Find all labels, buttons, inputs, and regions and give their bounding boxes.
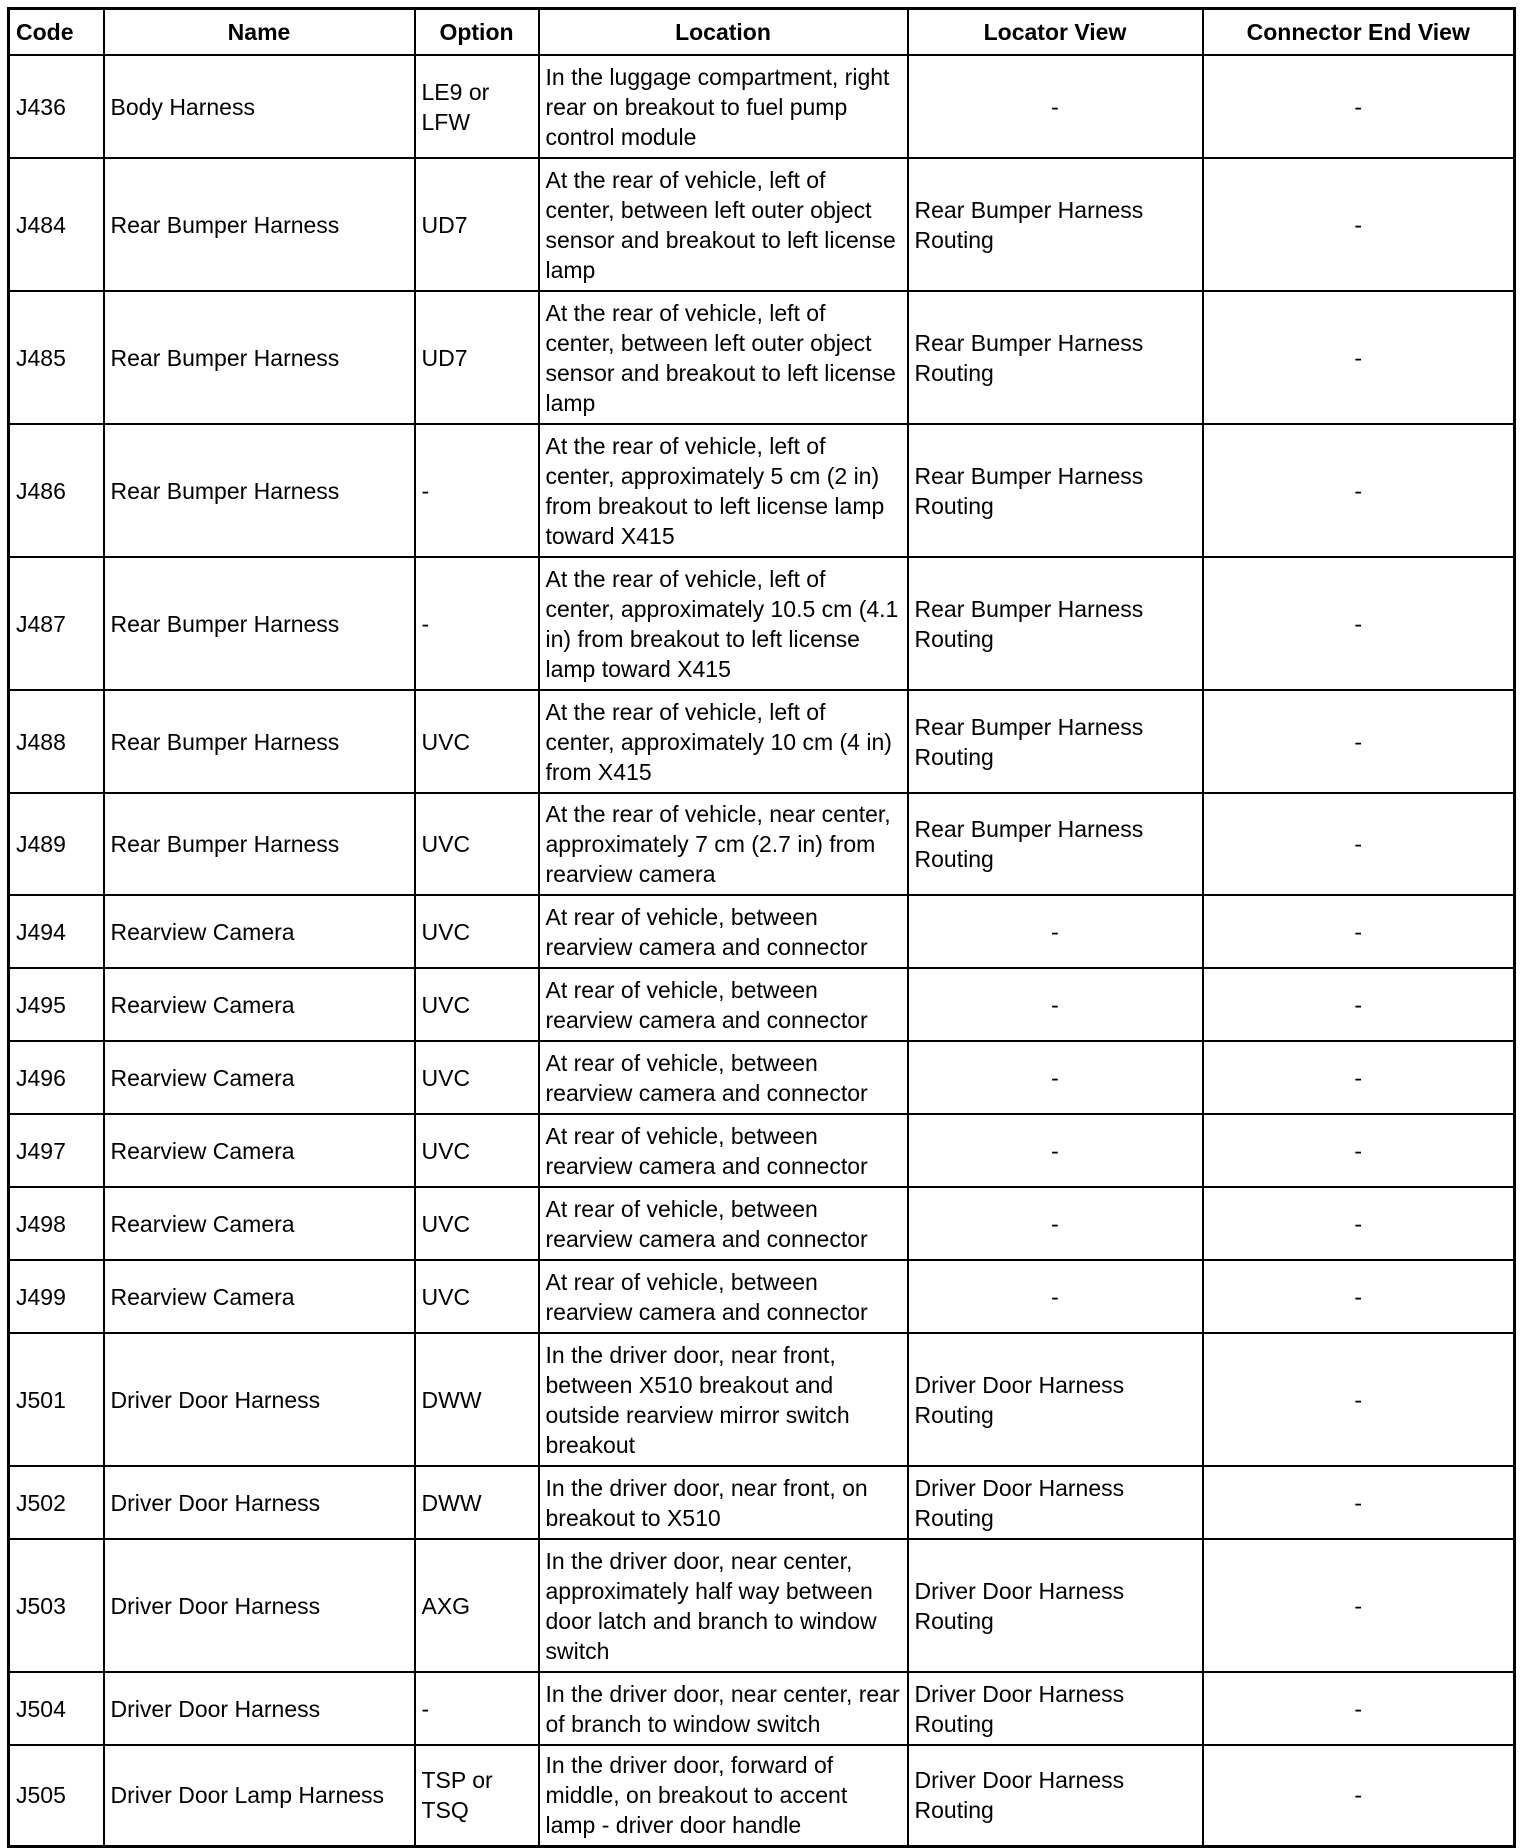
cell-code: J488 xyxy=(9,690,104,793)
cell-locator-view: Rear Bumper Harness Routing xyxy=(908,793,1203,895)
cell-code: J503 xyxy=(9,1539,104,1672)
cell-name: Rearview Camera xyxy=(104,968,415,1041)
cell-connector-end-view: - xyxy=(1203,1260,1515,1333)
cell-connector-end-view: - xyxy=(1203,1114,1515,1187)
table-row xyxy=(9,1114,1515,1187)
cell-location: In the driver door, forward of middle, on breakout to accent lamp - driver door handle xyxy=(539,1745,908,1846)
cell-locator-view: - xyxy=(908,1114,1203,1187)
cell-code: J484 xyxy=(9,158,104,291)
cell-option: UVC xyxy=(415,793,539,895)
cell-option: TSP or TSQ xyxy=(415,1745,539,1846)
cell-connector-end-view: - xyxy=(1203,793,1515,895)
cell-code: J501 xyxy=(9,1333,104,1466)
cell-locator-view: - xyxy=(908,55,1203,158)
header-locator-view: Locator View xyxy=(908,9,1203,56)
cell-name: Rear Bumper Harness xyxy=(104,557,415,690)
cell-code: J504 xyxy=(9,1672,104,1745)
cell-name: Driver Door Harness xyxy=(104,1539,415,1672)
cell-option: UVC xyxy=(415,1041,539,1114)
cell-name: Rearview Camera xyxy=(104,1187,415,1260)
cell-location: At rear of vehicle, between rearview camera and connector xyxy=(539,1041,908,1114)
cell-locator-view: - xyxy=(908,1187,1203,1260)
cell-code: J485 xyxy=(9,291,104,424)
cell-code: J499 xyxy=(9,1260,104,1333)
table-row xyxy=(9,1539,1515,1672)
cell-connector-end-view: - xyxy=(1203,1041,1515,1114)
cell-locator-view: Rear Bumper Harness Routing xyxy=(908,291,1203,424)
cell-code: J502 xyxy=(9,1466,104,1539)
cell-name: Rearview Camera xyxy=(104,895,415,968)
cell-location: At rear of vehicle, between rearview camera and connector xyxy=(539,968,908,1041)
cell-option: UVC xyxy=(415,968,539,1041)
cell-code: J494 xyxy=(9,895,104,968)
table-row xyxy=(9,1466,1515,1539)
cell-locator-view: - xyxy=(908,1041,1203,1114)
cell-name: Driver Door Harness xyxy=(104,1672,415,1745)
cell-connector-end-view: - xyxy=(1203,895,1515,968)
cell-name: Rear Bumper Harness xyxy=(104,690,415,793)
cell-code: J486 xyxy=(9,424,104,557)
cell-option: UD7 xyxy=(415,291,539,424)
cell-location: At the rear of vehicle, left of center, approximately 10 cm (4 in) from X415 xyxy=(539,690,908,793)
cell-locator-view: Driver Door Harness Routing xyxy=(908,1539,1203,1672)
table-row xyxy=(9,690,1515,793)
cell-name: Rearview Camera xyxy=(104,1260,415,1333)
cell-option: LE9 or LFW xyxy=(415,55,539,158)
table-row xyxy=(9,55,1515,158)
cell-name: Driver Door Harness xyxy=(104,1333,415,1466)
table-row xyxy=(9,968,1515,1041)
cell-connector-end-view: - xyxy=(1203,291,1515,424)
cell-connector-end-view: - xyxy=(1203,1672,1515,1745)
cell-code: J489 xyxy=(9,793,104,895)
cell-name: Driver Door Lamp Harness xyxy=(104,1745,415,1846)
cell-connector-end-view: - xyxy=(1203,968,1515,1041)
header-code: Code xyxy=(9,9,104,56)
cell-option: DWW xyxy=(415,1466,539,1539)
cell-locator-view: - xyxy=(908,968,1203,1041)
cell-option: AXG xyxy=(415,1539,539,1672)
table-row xyxy=(9,424,1515,557)
table-row xyxy=(9,1187,1515,1260)
cell-name: Rearview Camera xyxy=(104,1114,415,1187)
cell-connector-end-view: - xyxy=(1203,158,1515,291)
cell-code: J497 xyxy=(9,1114,104,1187)
cell-locator-view: Driver Door Harness Routing xyxy=(908,1745,1203,1846)
cell-name: Body Harness xyxy=(104,55,415,158)
cell-option: UVC xyxy=(415,1114,539,1187)
cell-location: In the driver door, near center, rear of branch to window switch xyxy=(539,1672,908,1745)
cell-connector-end-view: - xyxy=(1203,55,1515,158)
cell-location: In the luggage compartment, right rear on breakout to fuel pump control module xyxy=(539,55,908,158)
cell-option: UVC xyxy=(415,1260,539,1333)
cell-code: J505 xyxy=(9,1745,104,1846)
cell-connector-end-view: - xyxy=(1203,1745,1515,1846)
cell-code: J496 xyxy=(9,1041,104,1114)
table-row xyxy=(9,1041,1515,1114)
cell-connector-end-view: - xyxy=(1203,557,1515,690)
cell-locator-view: Driver Door Harness Routing xyxy=(908,1466,1203,1539)
cell-location: In the driver door, near center, approximately half way between door latch and branch to window switch xyxy=(539,1539,908,1672)
cell-locator-view: - xyxy=(908,1260,1203,1333)
header-name: Name xyxy=(104,9,415,56)
table-row xyxy=(9,1333,1515,1466)
cell-option: UD7 xyxy=(415,158,539,291)
cell-name: Driver Door Harness xyxy=(104,1466,415,1539)
cell-name: Rear Bumper Harness xyxy=(104,291,415,424)
cell-location: At the rear of vehicle, left of center, approximately 5 cm (2 in) from breakout to left license lamp toward X415 xyxy=(539,424,908,557)
cell-location: At the rear of vehicle, left of center, approximately 10.5 cm (4.1 in) from breakout to left license lamp toward X415 xyxy=(539,557,908,690)
cell-locator-view: Rear Bumper Harness Routing xyxy=(908,690,1203,793)
table-row xyxy=(9,1672,1515,1745)
cell-option: UVC xyxy=(415,895,539,968)
cell-option: DWW xyxy=(415,1333,539,1466)
header-connector-end-view: Connector End View xyxy=(1203,9,1515,56)
cell-location: At rear of vehicle, between rearview camera and connector xyxy=(539,1114,908,1187)
table-row xyxy=(9,291,1515,424)
header-option: Option xyxy=(415,9,539,56)
cell-connector-end-view: - xyxy=(1203,1187,1515,1260)
table-row xyxy=(9,793,1515,895)
cell-location: At the rear of vehicle, near center, approximately 7 cm (2.7 in) from rearview camera xyxy=(539,793,908,895)
cell-option: - xyxy=(415,557,539,690)
cell-location: In the driver door, near front, on breakout to X510 xyxy=(539,1466,908,1539)
table-row xyxy=(9,1745,1515,1846)
table-row xyxy=(9,557,1515,690)
cell-name: Rear Bumper Harness xyxy=(104,158,415,291)
cell-option: - xyxy=(415,1672,539,1745)
cell-name: Rear Bumper Harness xyxy=(104,793,415,895)
cell-location: In the driver door, near front, between X510 breakout and outside rearview mirror switch breakout xyxy=(539,1333,908,1466)
cell-location: At rear of vehicle, between rearview camera and connector xyxy=(539,1260,908,1333)
cell-option: UVC xyxy=(415,690,539,793)
cell-locator-view: Rear Bumper Harness Routing xyxy=(908,557,1203,690)
cell-option: UVC xyxy=(415,1187,539,1260)
cell-locator-view: - xyxy=(908,895,1203,968)
cell-name: Rear Bumper Harness xyxy=(104,424,415,557)
cell-connector-end-view: - xyxy=(1203,1333,1515,1466)
cell-connector-end-view: - xyxy=(1203,1466,1515,1539)
cell-locator-view: Rear Bumper Harness Routing xyxy=(908,158,1203,291)
cell-code: J498 xyxy=(9,1187,104,1260)
cell-location: At rear of vehicle, between rearview camera and connector xyxy=(539,1187,908,1260)
cell-code: J487 xyxy=(9,557,104,690)
cell-locator-view: Rear Bumper Harness Routing xyxy=(908,424,1203,557)
cell-locator-view: Driver Door Harness Routing xyxy=(908,1333,1203,1466)
connector-table xyxy=(7,7,1516,1848)
cell-location: At rear of vehicle, between rearview camera and connector xyxy=(539,895,908,968)
table-row xyxy=(9,895,1515,968)
table-row xyxy=(9,158,1515,291)
header-location: Location xyxy=(539,9,908,56)
cell-connector-end-view: - xyxy=(1203,1539,1515,1672)
cell-location: At the rear of vehicle, left of center, between left outer object sensor and breakout to left license lamp xyxy=(539,291,908,424)
cell-locator-view: Driver Door Harness Routing xyxy=(908,1672,1203,1745)
header-row xyxy=(9,9,1515,56)
cell-name: Rearview Camera xyxy=(104,1041,415,1114)
cell-location: At the rear of vehicle, left of center, between left outer object sensor and breakout to left license lamp xyxy=(539,158,908,291)
cell-code: J495 xyxy=(9,968,104,1041)
cell-connector-end-view: - xyxy=(1203,424,1515,557)
cell-option: - xyxy=(415,424,539,557)
cell-code: J436 xyxy=(9,55,104,158)
table-row xyxy=(9,1260,1515,1333)
cell-connector-end-view: - xyxy=(1203,690,1515,793)
